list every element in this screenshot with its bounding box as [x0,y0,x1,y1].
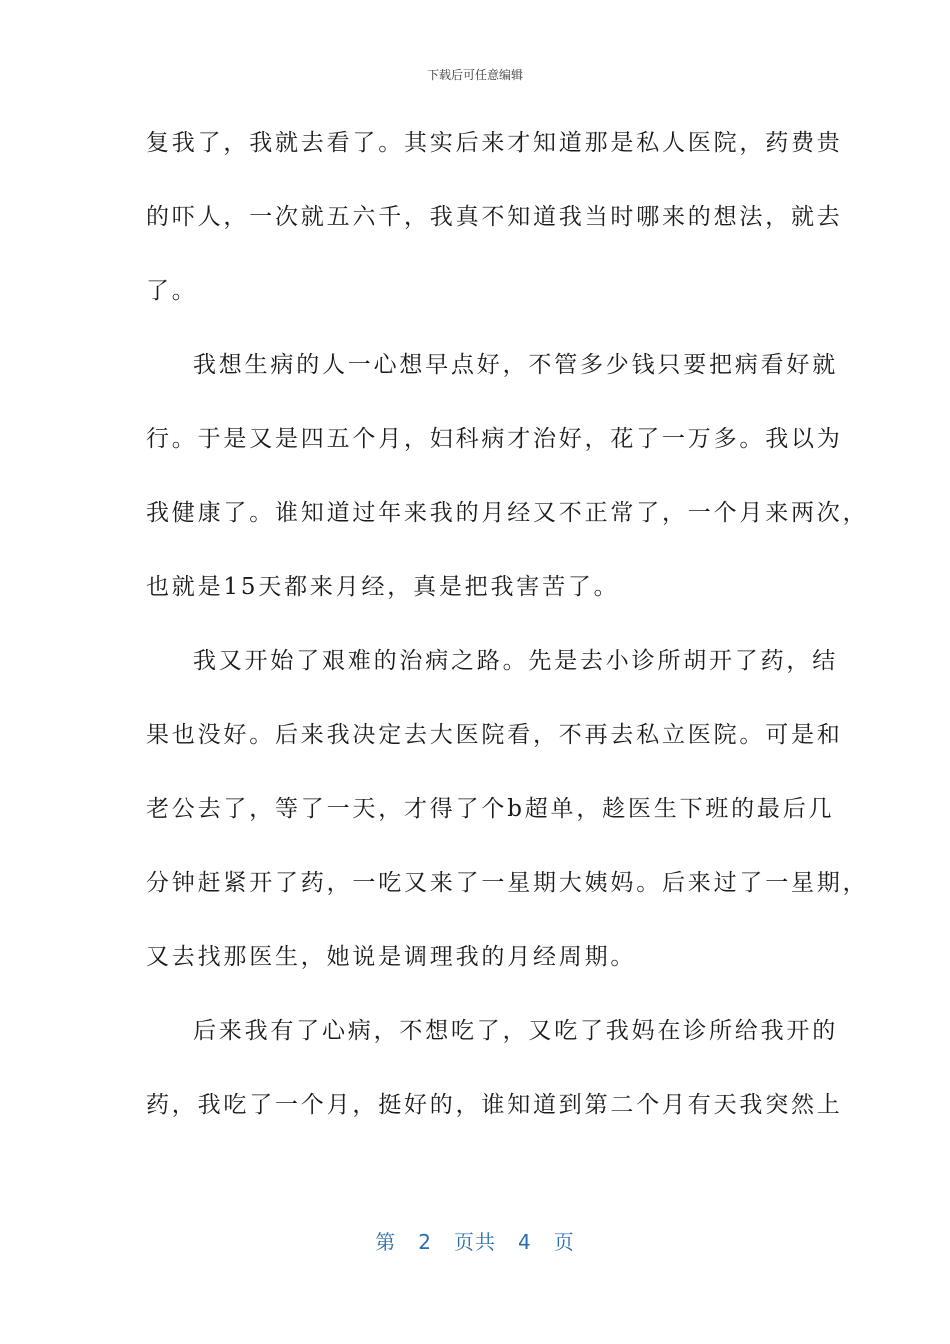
text-line: 我健康了。谁知道过年来我的月经又不正常了，一个月来两次， [146,500,869,526]
text-line: 老公去了，等了一天，才得了个b超单，趁医生下班的最后几 [146,796,835,822]
text-line: 也就是15天都来月经，真是把我害苦了。 [146,574,620,600]
text-line: 行。于是又是四五个月，妇科病才治好，花了一万多。我以为 [146,426,843,452]
document-body [146,126,869,1162]
paragraph-start-line: 我又开始了艰难的治病之路。先是去小诊所胡开了药，结 [193,648,838,674]
text-line: 又去找那医生，她说是调理我的月经周期。 [146,944,637,970]
footer-middle: 页共 [454,1230,496,1254]
text-line: 的吓人，一次就五六千，我真不知道我当时哪来的想法，就去 [146,204,843,230]
text-line: 复我了，我就去看了。其实后来才知道那是私人医院，药费贵 [146,130,843,156]
total-pages-number: 4 [518,1230,532,1254]
paragraph-start-line: 我想生病的人一心想早点好，不管多少钱只要把病看好就 [193,352,838,378]
paragraph-start-line: 后来我有了心病，不想吃了，又吃了我妈在诊所给我开的 [193,1018,838,1044]
current-page-number: 2 [418,1230,432,1254]
text-line: 果也没好。后来我决定去大医院看，不再去私立医院。可是和 [146,722,843,748]
page-footer [0,1226,950,1255]
text-line: 了。 [146,278,198,304]
text-line: 分钟赶紧开了药，一吃又来了一星期大姨妈。后来过了一星期， [146,870,869,896]
text-line: 药，我吃了一个月，挺好的，谁知道到第二个月有天我突然上 [146,1092,843,1118]
page-header: 下载后可任意编辑 [426,68,523,82]
footer-prefix: 第 [375,1230,397,1254]
footer-suffix: 页 [553,1230,575,1254]
